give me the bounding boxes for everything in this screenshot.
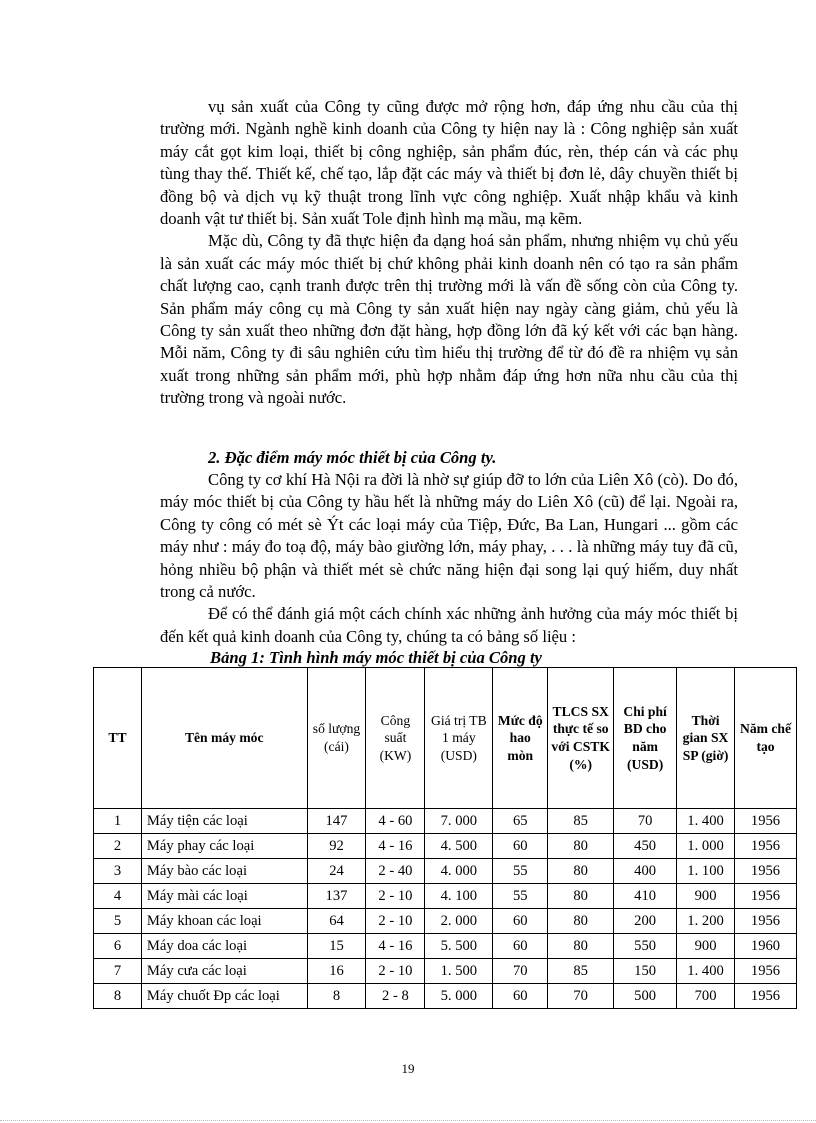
cell-maintenance-cost: 450 <box>614 834 677 859</box>
table-row <box>94 909 797 934</box>
cell-quantity: 16 <box>307 959 366 984</box>
table-row <box>94 859 797 884</box>
cell-wear-level: 65 <box>493 809 548 834</box>
cell-quantity: 147 <box>307 809 366 834</box>
cell-capacity-ratio: 80 <box>548 934 614 959</box>
cell-maintenance-cost: 200 <box>614 909 677 934</box>
cell-machine-name: Máy doa các loại <box>141 934 307 959</box>
cell-quantity: 64 <box>307 909 366 934</box>
cell-unit-value: 5. 500 <box>425 934 493 959</box>
cell-capacity-ratio: 80 <box>548 834 614 859</box>
cell-quantity: 8 <box>307 984 366 1009</box>
paragraph-equipment-origin: Công ty cơ khí Hà Nội ra đời là nhờ sự giúp đỡ to lớn của Liên Xô (cò). Do đó, máy móc thiết bị của Công ty hầu hết là những máy do Liên Xô (cũ) để lại. Ngoài ra, Công ty công có mét sè Ýt các loại máy của Tiệp, Đức, Ba Lan, Hungari ... gồm các máy như : máy đo toạ độ, máy bào giường lớn, máy phay, . . . là những máy tuy đã cũ, hỏng nhiều bộ phận và thiết mét sè chức năng hiện đại song lại quý hiếm, duy nhất trong cả nước. <box>160 470 738 602</box>
cell-capacity-ratio: 80 <box>548 859 614 884</box>
body-text <box>160 96 738 410</box>
cell-year-made: 1956 <box>735 909 797 934</box>
table-row <box>94 834 797 859</box>
cell-unit-value: 2. 000 <box>425 909 493 934</box>
cell-machine-name: Máy khoan các loại <box>141 909 307 934</box>
body-text-equipment <box>160 469 738 648</box>
cell-unit-value: 4. 100 <box>425 884 493 909</box>
cell-wear-level: 60 <box>493 909 548 934</box>
cell-tt: 8 <box>94 984 142 1009</box>
header-maintenance-cost: Chi phí BD cho năm (USD) <box>614 668 677 809</box>
cell-unit-value: 4. 000 <box>425 859 493 884</box>
paragraph-table-intro: Để có thể đánh giá một cách chính xác những ảnh hưởng của máy móc thiết bị đến kết quả kinh doanh của Công ty, chúng ta có bảng số liệu : <box>160 604 738 646</box>
cell-production-time: 1. 400 <box>677 959 735 984</box>
cell-tt: 6 <box>94 934 142 959</box>
cell-unit-value: 4. 500 <box>425 834 493 859</box>
cell-power: 4 - 16 <box>366 834 425 859</box>
cell-power: 2 - 10 <box>366 884 425 909</box>
cell-machine-name: Máy phay các loại <box>141 834 307 859</box>
cell-wear-level: 70 <box>493 959 548 984</box>
table-header-row <box>94 668 797 809</box>
cell-quantity: 15 <box>307 934 366 959</box>
cell-machine-name: Máy tiện các loại <box>141 809 307 834</box>
cell-machine-name: Máy bào các loại <box>141 859 307 884</box>
cell-capacity-ratio: 85 <box>548 959 614 984</box>
table-caption: Bảng 1: Tình hình máy móc thiết bị của Công ty <box>210 648 542 667</box>
cell-tt: 3 <box>94 859 142 884</box>
section-heading: 2. Đặc điểm máy móc thiết bị của Công ty. <box>208 448 497 467</box>
page-bottom-divider <box>0 1120 816 1121</box>
paragraph-business-scope: vụ sản xuất của Công ty cũng được mở rộng hơn, đáp ứng nhu cầu của thị trường mới. Ngành nghề kinh doanh của Công ty hiện nay là : Công nghiệp sản xuất máy cắt gọt kim loại, thiết bị công nghiệp, sản phẩm đúc, rèn, thép cán và các phụ tùng thay thế. Thiết kế, chế tạo, lắp đặt các máy và thiết bị đơn lẻ, dây chuyền thiết bị đồng bộ và dịch vụ kỹ thuật trong lĩnh vực công nghiệp. Xuất nhập khẩu và kinh doanh vật tư thiết bị. Sản xuất Tole định hình mạ mầu, mạ kẽm. <box>160 97 738 229</box>
cell-wear-level: 55 <box>493 859 548 884</box>
cell-year-made: 1956 <box>735 959 797 984</box>
cell-production-time: 900 <box>677 934 735 959</box>
cell-capacity-ratio: 70 <box>548 984 614 1009</box>
cell-quantity: 137 <box>307 884 366 909</box>
table-row <box>94 959 797 984</box>
header-wear-level: Mức độ hao mòn <box>493 668 548 809</box>
cell-tt: 4 <box>94 884 142 909</box>
cell-production-time: 900 <box>677 884 735 909</box>
cell-tt: 5 <box>94 909 142 934</box>
table-row <box>94 809 797 834</box>
cell-maintenance-cost: 400 <box>614 859 677 884</box>
cell-power: 2 - 8 <box>366 984 425 1009</box>
cell-capacity-ratio: 80 <box>548 909 614 934</box>
cell-tt: 7 <box>94 959 142 984</box>
cell-production-time: 1. 400 <box>677 809 735 834</box>
cell-production-time: 700 <box>677 984 735 1009</box>
cell-machine-name: Máy cưa các loại <box>141 959 307 984</box>
cell-machine-name: Máy chuốt Ðp các loại <box>141 984 307 1009</box>
table-row <box>94 984 797 1009</box>
page-number: 19 <box>401 1061 415 1076</box>
header-capacity-ratio: TLCS SX thực tế so với CSTK (%) <box>548 668 614 809</box>
cell-power: 2 - 10 <box>366 959 425 984</box>
cell-machine-name: Máy mài các loại <box>141 884 307 909</box>
cell-capacity-ratio: 80 <box>548 884 614 909</box>
cell-unit-value: 7. 000 <box>425 809 493 834</box>
cell-quantity: 24 <box>307 859 366 884</box>
cell-maintenance-cost: 410 <box>614 884 677 909</box>
table-row <box>94 884 797 909</box>
cell-maintenance-cost: 70 <box>614 809 677 834</box>
cell-power: 4 - 16 <box>366 934 425 959</box>
cell-wear-level: 55 <box>493 884 548 909</box>
paragraph-production-focus: Mặc dù, Công ty đã thực hiện đa dạng hoá sản phẩm, nhưng nhiệm vụ chủ yếu là sản xuất các máy móc thiết bị chứ không phải kinh doanh nên có tạo ra sản phẩm chất lượng cao, cạnh tranh được trên thị trường mới là vấn đề sống còn của Công ty. Sản phẩm máy công cụ mà Công ty sản xuất hiện nay ngày càng giảm, chủ yếu là Công ty sản xuất theo những đơn đặt hàng, hợp đồng lớn đã ký kết với các bạn hàng. Mỗi năm, Công ty đi sâu nghiên cứu tìm hiểu thị trường để từ đó đề ra nhiệm vụ sản xuất trong những sản phẩm mới, phù hợp nhằm đáp ứng hơn nữa nhu cầu của thị trường trong và ngoài nước. <box>160 231 738 408</box>
cell-year-made: 1956 <box>735 859 797 884</box>
cell-maintenance-cost: 150 <box>614 959 677 984</box>
cell-production-time: 1. 000 <box>677 834 735 859</box>
cell-year-made: 1956 <box>735 834 797 859</box>
cell-production-time: 1. 100 <box>677 859 735 884</box>
header-quantity: số lượng (cái) <box>307 668 366 809</box>
cell-year-made: 1956 <box>735 809 797 834</box>
cell-maintenance-cost: 550 <box>614 934 677 959</box>
cell-year-made: 1960 <box>735 934 797 959</box>
cell-wear-level: 60 <box>493 934 548 959</box>
cell-unit-value: 1. 500 <box>425 959 493 984</box>
cell-wear-level: 60 <box>493 984 548 1009</box>
cell-power: 2 - 40 <box>366 859 425 884</box>
cell-year-made: 1956 <box>735 884 797 909</box>
header-machine-name: Tên máy móc <box>141 668 307 809</box>
cell-power: 4 - 60 <box>366 809 425 834</box>
header-tt: TT <box>94 668 142 809</box>
cell-year-made: 1956 <box>735 984 797 1009</box>
cell-tt: 1 <box>94 809 142 834</box>
cell-production-time: 1. 200 <box>677 909 735 934</box>
equipment-table <box>93 667 797 1009</box>
cell-wear-level: 60 <box>493 834 548 859</box>
header-production-time: Thời gian SX SP (giờ) <box>677 668 735 809</box>
cell-tt: 2 <box>94 834 142 859</box>
header-year-made: Năm chế tạo <box>735 668 797 809</box>
table-row <box>94 934 797 959</box>
cell-unit-value: 5. 000 <box>425 984 493 1009</box>
cell-power: 2 - 10 <box>366 909 425 934</box>
header-power: Công suất (KW) <box>366 668 425 809</box>
cell-quantity: 92 <box>307 834 366 859</box>
cell-capacity-ratio: 85 <box>548 809 614 834</box>
header-unit-value: Giá trị TB 1 máy (USD) <box>425 668 493 809</box>
cell-maintenance-cost: 500 <box>614 984 677 1009</box>
